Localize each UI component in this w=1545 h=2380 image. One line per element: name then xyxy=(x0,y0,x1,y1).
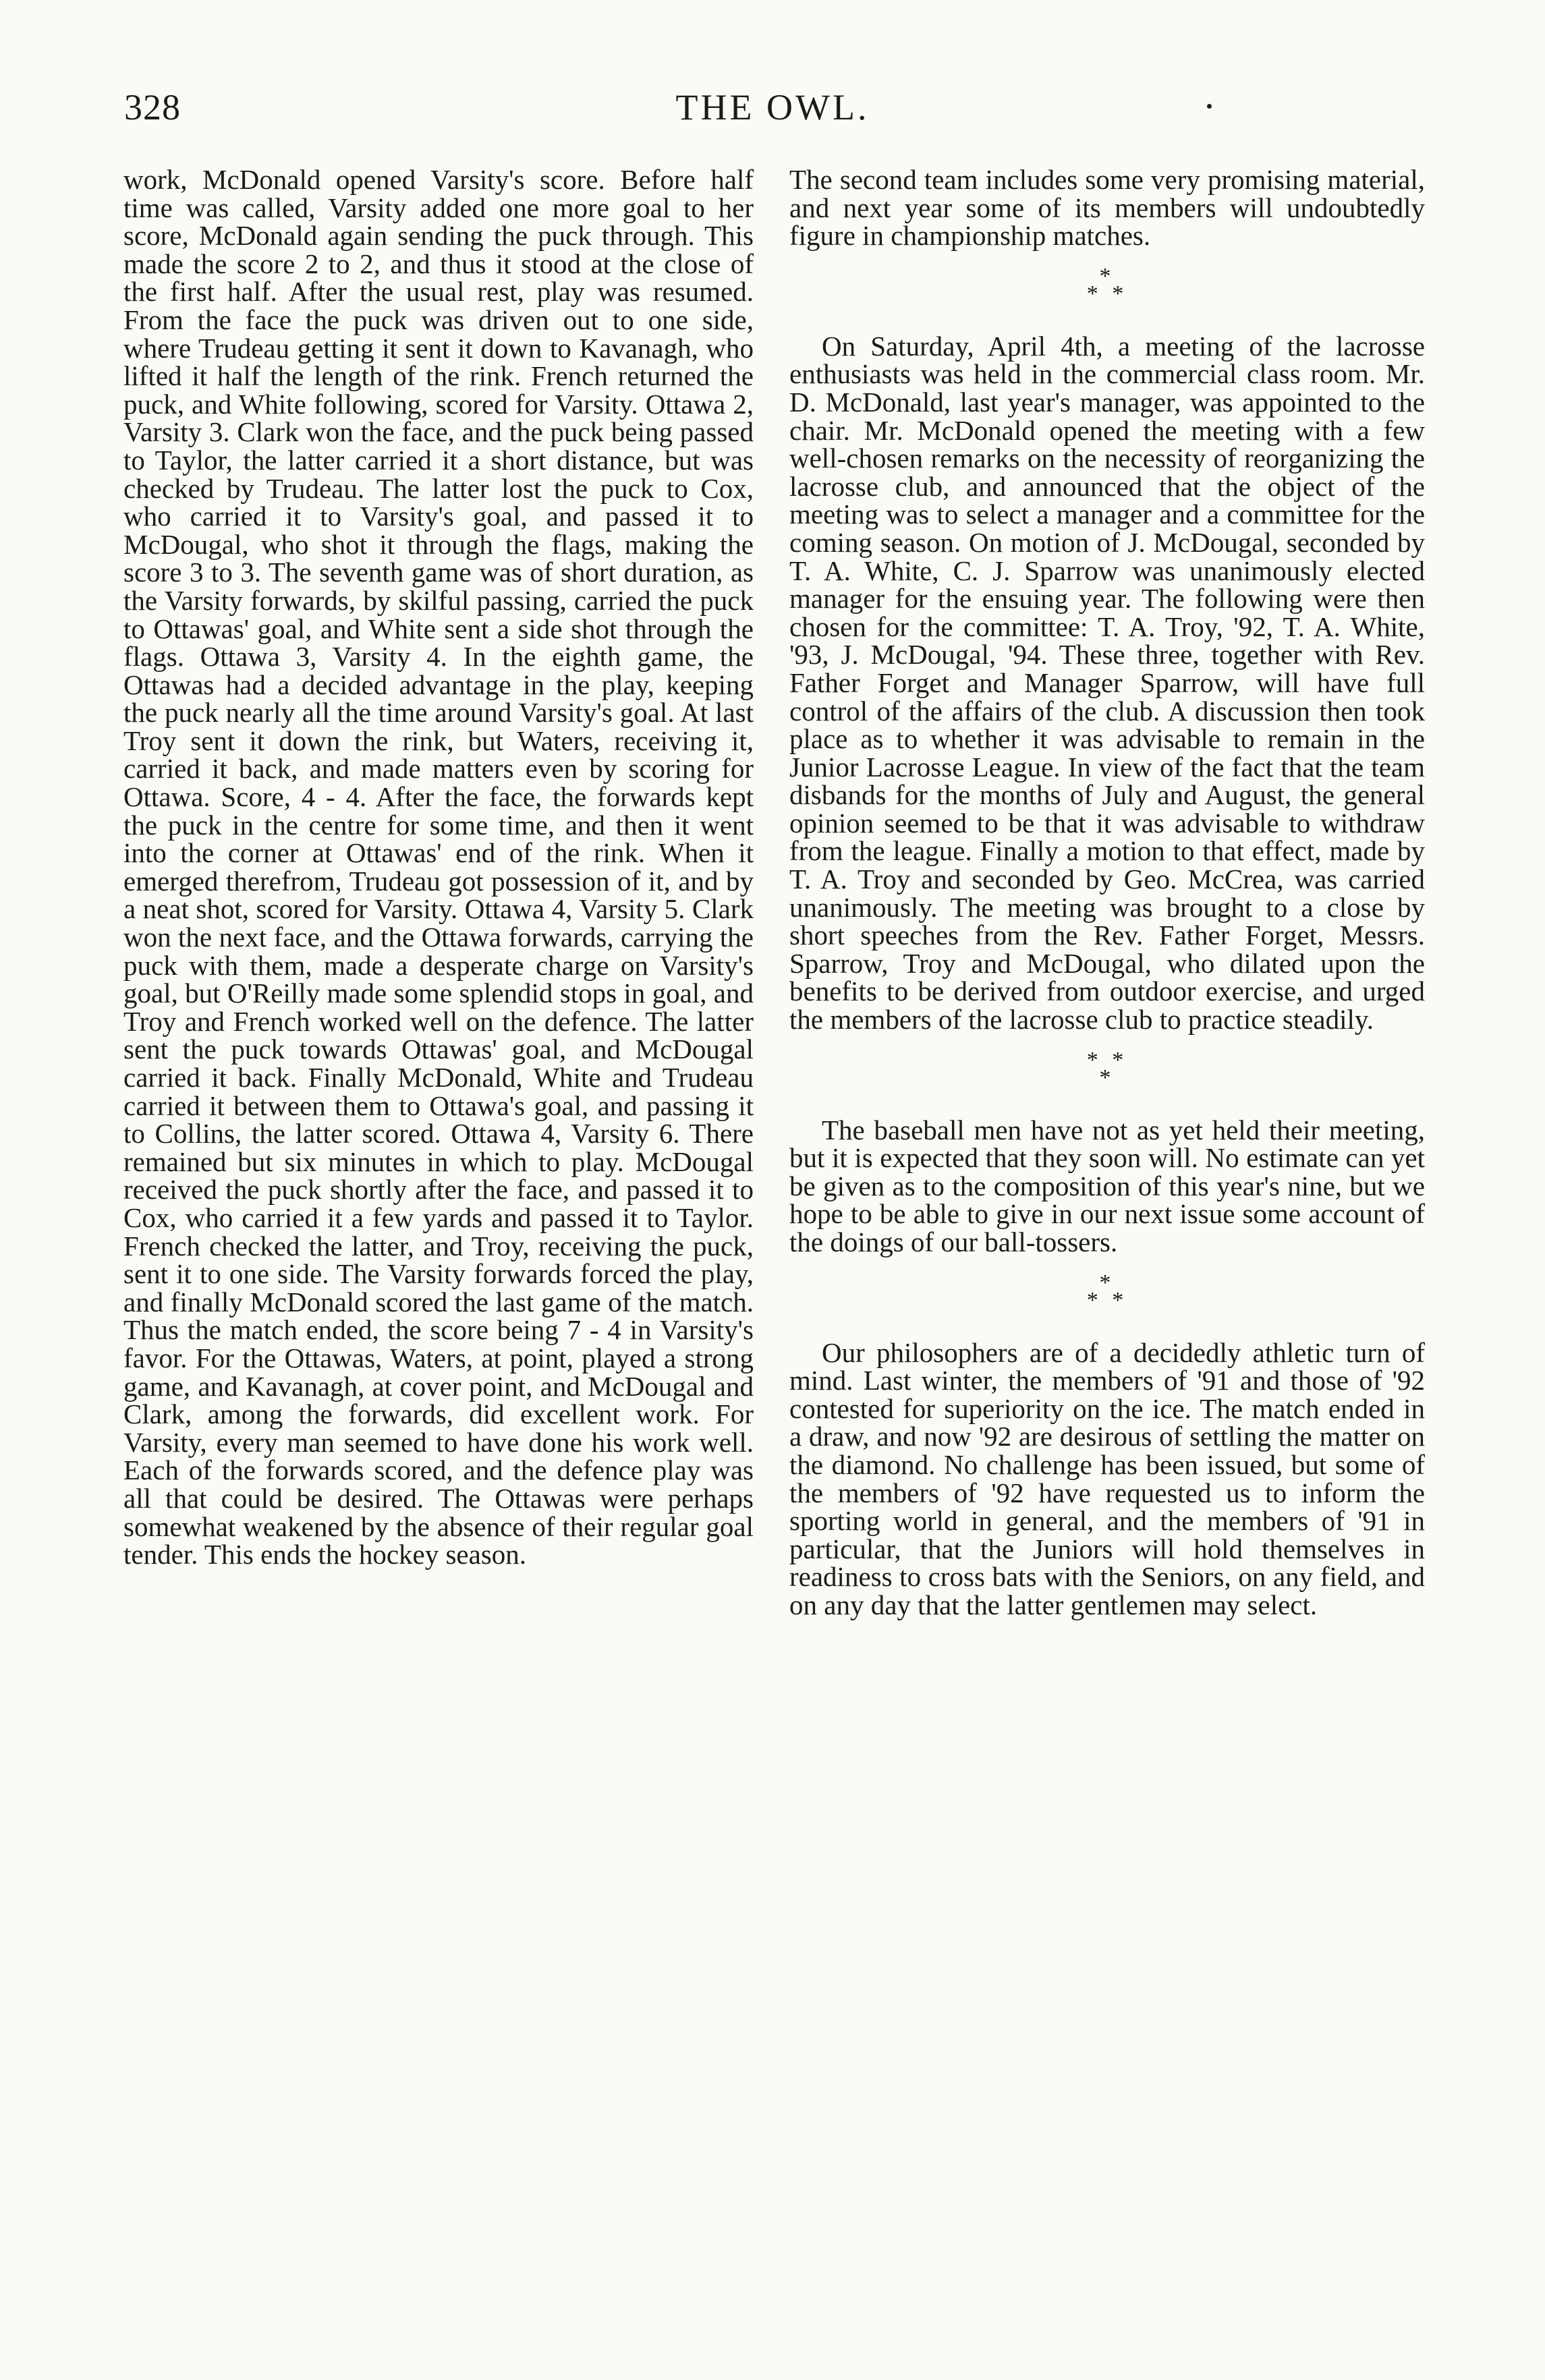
paragraph-second-team: The second team includes some very promising material, and next year some of its members will undoubtedly figure in championship matches. xyxy=(789,164,1425,252)
asterism-bottom: * * xyxy=(1086,1287,1128,1313)
asterism-top: * xyxy=(1099,1270,1115,1295)
left-column xyxy=(123,166,754,1569)
page-title: THE OWL. xyxy=(675,87,870,128)
asterism-top: * xyxy=(1099,263,1115,289)
asterism-separator xyxy=(789,1047,1425,1090)
page-number: 328 xyxy=(124,87,181,128)
asterism-separator xyxy=(789,1270,1425,1313)
paragraph-lacrosse-meeting: On Saturday, April 4th, a meeting of the lacrosse enthusiasts was held in the commercial class room. Mr. D. McDonald, last year's manager, was appointed to the chair. Mr. McDonald opened the meeting with a few well-chosen remarks on the necessity of reorganizing the lacrosse club, and announced that the object of the meeting was to select a manager and a committee for the coming season. On motion of J. McDougal, seconded by T. A. White, C. J. Sparrow was unanimously elected manager for the ensuing year. The following were then chosen for the committee: T. A. Troy, '92, T. A. White, '93, J. McDougal, '94. These three, together with Rev. Father Forget and Manager Sparrow, will have full control of the affairs of the club. A discussion then took place as to whether it was advisable to remain in the Junior Lacrosse League. In view of the fact that the team disbands for the months of July and August, the general opinion seemed to be that it was advisable to withdraw from the league. Finally a motion to that effect, made by T. A. Troy and seconded by Geo. McCrea, was carried unanimously. The meeting was brought to a close by short speeches from the Rev. Father Forget, Messrs. Sparrow, Troy and McDougal, who dilated upon the benefits to be derived from outdoor exercise, and urged the members of the lacrosse club to practice steadily. xyxy=(789,330,1425,1036)
paragraph-philosophers: Our philosophers are of a decidedly athletic turn of mind. Last winter, the members of '91 and those of '92 contested for superiority on the ice. The match ended in a draw, and now '92 are desirous of settling the matter on the diamond. No challenge has been issued, but some of the members of '92 have requested us to inform the sporting world in general, and the members of '91 in particular, that the Juniors will hold themselves in readiness to cross bats with the Seniors, on any field, and on any day that the latter gentlemen may select. xyxy=(789,1336,1425,1620)
asterism-bottom: * * xyxy=(1086,281,1128,306)
asterism-separator xyxy=(789,263,1425,306)
right-column xyxy=(789,166,1425,1620)
paragraph-hockey-report: work, McDonald opened Varsity's score. Before half time was called, Varsity added one more goal to her score, McDonald again sending the puck through. This made the score 2 to 2, and thus it stood at the close of the first half. After the usual rest, play was resumed. From the face the puck was driven out to one side, where Trudeau getting it sent it down to Kavanagh, who lifted it half the length of the rink. French returned the puck, and White following, scored for Varsity. Ottawa 2, Varsity 3. Clark won the face, and the puck being passed to Taylor, the latter carried it a short distance, but was checked by Trudeau. The latter lost the puck to Cox, who carried it to Varsity's goal, and passed it to McDougal, who shot it through the flags, making the score 3 to 3. The seventh game was of short duration, as the Varsity forwards, by skilful passing, carried the puck to Ottawas' goal, and White sent a side shot through the flags. Ottawa 3, Varsity 4. In the eighth game, the Ottawas had a decided advantage in the play, keeping the puck nearly all the time around Varsity's goal. At last Troy sent it down the rink, but Waters, receiving it, carried it back, and made matters even by scoring for Ottawa. Score, 4 - 4. After the face, the forwards kept the puck in the centre for some time, and then it went into the corner at Ottawas' end of the rink. When it emerged therefrom, Trudeau got possession of it, and by a neat shot, scored for Varsity. Ottawa 4, Varsity 5. Clark won the next face, and the Ottawa forwards, carrying the puck with them, made a desperate charge on Varsity's goal, but O'Reilly made some splendid stops in goal, and Troy and French worked well on the defence. The latter sent the puck towards Ottawas' goal, and McDougal carried it back. Finally McDonald, White and Trudeau carried it between them to Ottawa's goal, and passing it to Collins, the latter scored. Ottawa 4, Varsity 6. There remained but six minutes in which to play. McDougal received the puck shortly after the face, and passed it to Cox, who carried it a few yards and passed it to Taylor. French checked the latter, and Troy, receiving the puck, sent it to one side. The Varsity forwards forced the play, and finally McDonald scored the last game of the match. Thus the match ended, the score being 7 - 4 in Varsity's favor. For the Ottawas, Waters, at point, played a strong game, and Kavanagh, at cover point, and McDougal and Clark, among the forwards, did excellent work. For Varsity, every man seemed to have done his work well. Each of the forwards scored, and the defence play was all that could be desired. The Ottawas were perhaps somewhat weakened by the absence of their regular goal tender. This ends the hockey season. xyxy=(123,164,754,1570)
asterism-bottom: * xyxy=(1099,1065,1115,1090)
ink-speck xyxy=(1207,104,1212,109)
paragraph-baseball: The baseball men have not as yet held their meeting, but it is expected that they soon will. No estimate can yet be given as to the composition of this year's nine, but we hope to be able to give in our next issue some account of the doings of our ball-tossers. xyxy=(789,1114,1425,1257)
asterism-top: * * xyxy=(1086,1047,1128,1073)
